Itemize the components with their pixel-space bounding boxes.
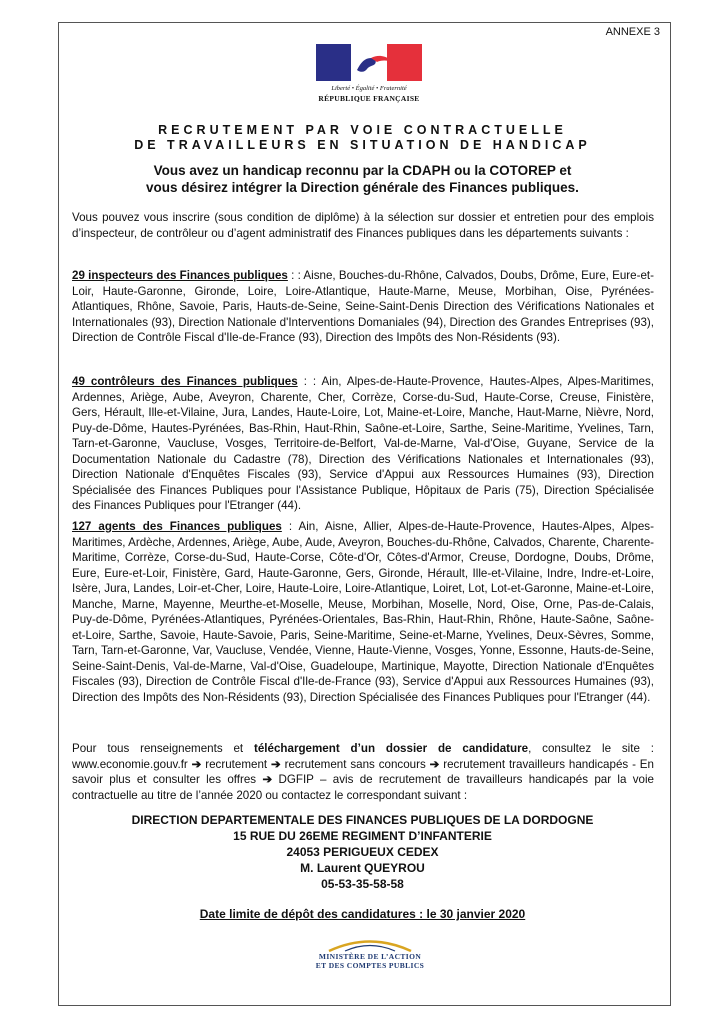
address-line: 15 RUE DU 26EME REGIMENT D’INFANTERIE xyxy=(233,829,492,843)
arrow-icon: ➔ xyxy=(262,773,273,786)
ministry-logo: MINISTÈRE DE L’ACTION ET DES COMPTES PUBLICS xyxy=(290,938,450,970)
republique-francaise-logo xyxy=(316,44,422,103)
address-line: DIRECTION DEPARTEMENTALE DES FINANCES PUBLIQUES DE LA DORDOGNE xyxy=(131,813,594,827)
contact-paragraph: Pour tous renseignements et téléchargement d’un dossier de candidature, consultez le site : www.economie.gouv.fr ➔ recrutement ➔ recrutement sans concours ➔ recrutement travailleurs handicapés - En savoir plus et consulter les offres ➔ DGFIP – avis de recrutement de travailleurs handicapés par la voie contractuelle au titre de l’année 2020 ou contactez le correspondant suivant : xyxy=(72,742,655,802)
arrow-icon: ➔ xyxy=(429,757,440,771)
section-agents: 127 agents des Finances publiques : Ain, Aisne, Allier, Alpes-de-Haute-Provence, Hautes-Alpes, Alpes-Maritimes, Ardèche, Ardennes, Ariège, Aube, Aude, Aveyron, Bouches-du-Rhône, Calvados, Charente, Charente-Maritime, Corrèze, Corse-du-Sud, Haute-Corse, Côte-d'Or, Côtes-d'Armor, Creuse, Dordogne, Doubs, Drôme, Eure, Eure-et-Loir, Finistère, Gard, Haute-Garonne, Gers, Gironde, Hérault, Ille-et-Vilaine, Indre, Indre-et-Loire, Isère, Jura, Landes, Loir-et-Cher, Loire, Haute-Loire, Loire-Atlantique, Loiret, Lot, Lot-et-Garonne, Maine-et-Loire, Manche, Marne, Mayenne, Meurthe-et-Moselle, Meuse, Morbihan, Moselle, Nord, Oise, Orne, Pas-de-Calais, Puy-de-Dôme, Pyrénées-Atlantiques, Pyrénées-Orientales, Bas-Rhin, Haut-Rhin, Rhône, Haute-Saône, Saône-et-Loire, Sarthe, Savoie, Haute-Savoie, Paris, Seine-Maritime, Seine-et-Marne, Yvelines, Deux-Sèvres, Somme, Tarn, Tarn-et-Garonne, Var, Vaucluse, Vendée, Vienne, Haute-Vienne, Vosges, Yonne, Essonne, Hauts-de-Seine, Seine-Saint-Denis, Val-de-Marne, Val-d'Oise, Guadeloupe, Martinique, Mayotte, Direction Nationale d'Enquêtes Fiscales (93), Direction de Contrôle Fiscal d'Ile-de-France (93), Service d'Appui aux Ressources Humaines (93), Direction des Impôts des Non-Résidents (93), Direction Spécialisée des Finances Publiques pour l'Etranger (44). xyxy=(72,520,654,704)
marianne-flag-icon xyxy=(316,44,422,81)
section-inspecteurs: 29 inspecteurs des Finances publiques : : Aisne, Bouches-du-Rhône, Calvados, Doubs, Drôme, Eure, Eure-et-Loir, Haute-Garonne, Gironde, Loire, Loire-Atlantique, Haute-Marne, Meuse, Morbihan, Oise, Pyrénées-Atlantiques, Rhône, Savoie, Paris, Hauts-de-Seine, Seine-Saint-Denis Direction des Vérifications Nationales et Internationales (93), Direction Nationale d'Interventions Domaniales (94), Direction des Grandes Entreprises (93), Direction de Contrôle Fiscal d'Ile-de-France (93), Direction des Impôts des Non-Résidents (93). xyxy=(72,269,655,344)
contact-phone: 05-53-35-58-58 xyxy=(321,877,404,891)
marianne-profile-icon xyxy=(355,52,395,74)
deadline-notice: Date limite de dépôt des candidatures : le 30 janvier 2020 xyxy=(199,907,526,921)
logo-motto: Liberté • Égalité • Fraternité xyxy=(331,85,407,92)
main-title: RECRUTEMENT PAR VOIE CONTRACTUELLE DE TRAVAILLEURS EN SITUATION DE HANDICAP xyxy=(134,123,591,152)
logo-republic: RÉPUBLIQUE FRANÇAISE xyxy=(318,94,420,103)
intro-paragraph: Vous pouvez vous inscrire (sous condition de diplôme) à la sélection sur dossier et entretien pour des emplois d’inspecteur, de contrôleur ou d’agent administratif des Finances publiques dans les départements suivants : xyxy=(72,211,654,240)
contact-name: M. Laurent QUEYROU xyxy=(300,861,425,875)
annexe-label: ANNEXE 3 xyxy=(605,26,660,38)
correspondent-address xyxy=(60,812,665,892)
arrow-icon: ➔ xyxy=(271,757,281,771)
arrow-icon: ➔ xyxy=(191,757,202,771)
ministry-arc-icon xyxy=(325,938,415,952)
address-line: 24053 PERIGUEUX CEDEX xyxy=(286,845,439,859)
section-controleurs: 49 contrôleurs des Finances publiques : : Ain, Alpes-de-Haute-Provence, Hautes-Alpes, Alpes-Maritimes, Ardennes, Ariège, Aube, Aveyron, Charente, Cher, Corrèze, Corse-du-Sud, Haute-Corse, Creuse, Finistère, Gers, Hérault, Ille-et-Vilaine, Jura, Landes, Haute-Loire, Lot, Maine-et-Loire, Manche, Haut-Marne, Nièvre, Nord, Puy-de-Dôme, Hautes-Pyrénées, Bas-Rhin, Haut-Rhin, Saône-et-Loire, Sarthe, Seine-Maritime, Yvelines, Tarn, Tarn-et-Garonne, Vaucluse, Vosges, Territoire-de-Belfort, Val-de-Marne, Val-d'Oise, Guyane, Service de la Documentation Nationale du Cadastre (78), Direction des Vérifications Nationales et Internationales (93), Direction Nationale d'Enquêtes Fiscales (93), Service d'Appui aux Ressources Humaines (93), Direction Spécialisée des Finances Publiques pour l'Assistance Publique, Hôpitaux de Paris (75), Direction Spécialisée des Finances Publiques pour l'Etranger (44). xyxy=(72,375,654,512)
subtitle: Vous avez un handicap reconnu par la CDAPH ou la COTOREP et vous désirez intégrer la Direction générale des Finances publiques. xyxy=(146,163,579,195)
